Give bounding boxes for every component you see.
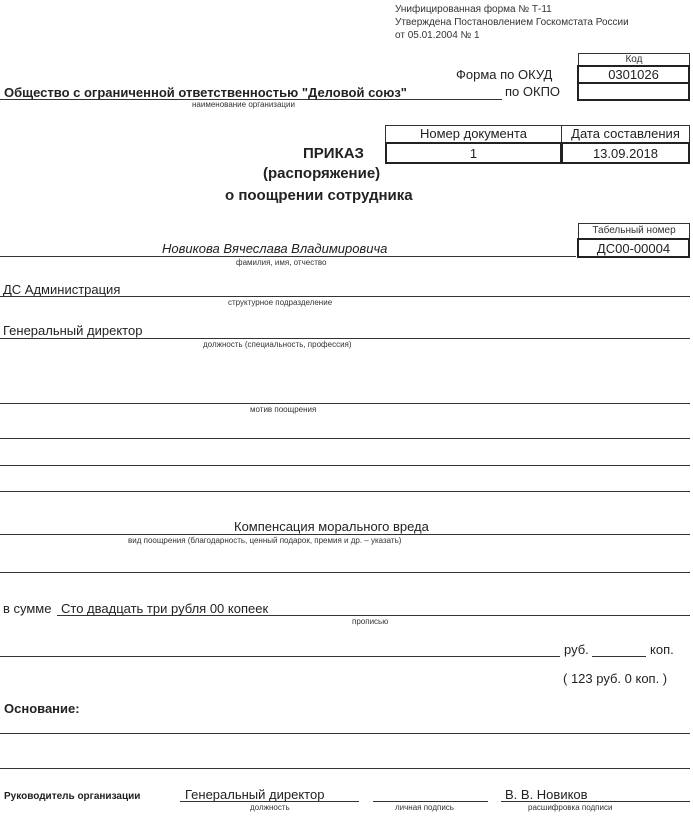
- okpo-label: по ОКПО: [505, 84, 561, 99]
- position-line: [0, 338, 690, 339]
- okud-code-value: 0301026: [608, 67, 659, 82]
- basis-line-1: [0, 733, 690, 734]
- signature-position-line: [180, 801, 359, 802]
- doc-number-header-label: Номер документа: [419, 126, 527, 141]
- kop-label: коп.: [650, 642, 674, 657]
- motive-line: [0, 403, 690, 404]
- sum-line-2: [0, 656, 560, 657]
- position-caption: должность (специальность, профессия): [203, 340, 352, 349]
- approved-label: Утверждена Постановлением Госкомстата России: [395, 17, 629, 28]
- kod-label: Код: [625, 54, 643, 65]
- okud-label: Форма по ОКУД: [456, 67, 553, 82]
- motive-line-3: [0, 465, 690, 466]
- title-disposition: (распоряжение): [263, 165, 381, 182]
- doc-date-header-label: Дата составления: [571, 126, 680, 141]
- reward-type-caption: вид поощрения (благодарность, ценный подарок, премия и др. – указать): [128, 536, 402, 545]
- signature-name-value: В. В. Новиков: [505, 787, 588, 802]
- sum-numeric: ( 123 руб. 0 коп. ): [563, 671, 668, 686]
- reward-type-line-2: [0, 572, 690, 573]
- motive-line-2: [0, 438, 690, 439]
- doc-number-value: 1: [469, 146, 478, 161]
- signature-position-value: Генеральный директор: [185, 787, 325, 802]
- tab-number-header: [578, 223, 690, 239]
- doc-number-field[interactable]: [385, 142, 562, 164]
- employee-name-caption: фамилия, имя, отчество: [236, 258, 327, 267]
- organization-caption: наименование организации: [192, 100, 295, 109]
- signature-name-line: [501, 801, 690, 802]
- motive-caption: мотив поощрения: [250, 405, 317, 414]
- sum-words-caption: прописью: [352, 617, 389, 626]
- reward-type-line: [0, 534, 690, 535]
- signature-line: [373, 801, 488, 802]
- doc-date-header: [561, 125, 690, 143]
- title-order: ПРИКАЗ: [303, 145, 364, 162]
- approved-date-label: от 05.01.2004 № 1: [395, 30, 480, 41]
- doc-date-value: 13.09.2018: [592, 146, 659, 161]
- position-value: Генеральный директор: [3, 323, 143, 338]
- reward-type-value: Компенсация морального вреда: [234, 519, 429, 534]
- basis-line-2: [0, 768, 690, 769]
- signature-name-caption: расшифровка подписи: [528, 803, 613, 812]
- tab-number-value: ДС00-00004: [596, 241, 671, 256]
- okpo-code-field[interactable]: [577, 82, 690, 101]
- tab-number-field[interactable]: [577, 238, 690, 258]
- head-of-organization-label: Руководитель организации: [4, 791, 141, 802]
- organization-name: Общество с ограниченной ответственностью "Деловой союз": [4, 85, 407, 100]
- unified-form-label: Унифицированная форма № Т-11: [395, 4, 552, 15]
- motive-line-4: [0, 491, 690, 492]
- rub-kop-line: [592, 656, 646, 657]
- department-caption: структурное подразделение: [228, 298, 333, 307]
- basis-label: Основание:: [4, 701, 80, 716]
- doc-date-field[interactable]: [561, 142, 690, 164]
- doc-number-header: [385, 125, 562, 143]
- tab-number-header-label: Табельный номер: [592, 225, 676, 236]
- signature-position-caption: должность: [250, 803, 290, 812]
- employee-full-name: Новикова Вячеслава Владимировича: [162, 241, 388, 256]
- rub-label: руб.: [564, 642, 589, 657]
- form-header: [395, 3, 629, 42]
- department-line: [0, 296, 690, 297]
- signature-caption: личная подпись: [395, 803, 454, 812]
- employee-name-line: [0, 256, 576, 257]
- department-value: ДС Администрация: [3, 282, 121, 297]
- sum-words-line: [57, 615, 690, 616]
- sum-words-value: Сто двадцать три рубля 00 копеек: [61, 601, 269, 616]
- title-subject: о поощрении сотрудника: [225, 187, 413, 204]
- sum-label: в сумме: [3, 601, 52, 616]
